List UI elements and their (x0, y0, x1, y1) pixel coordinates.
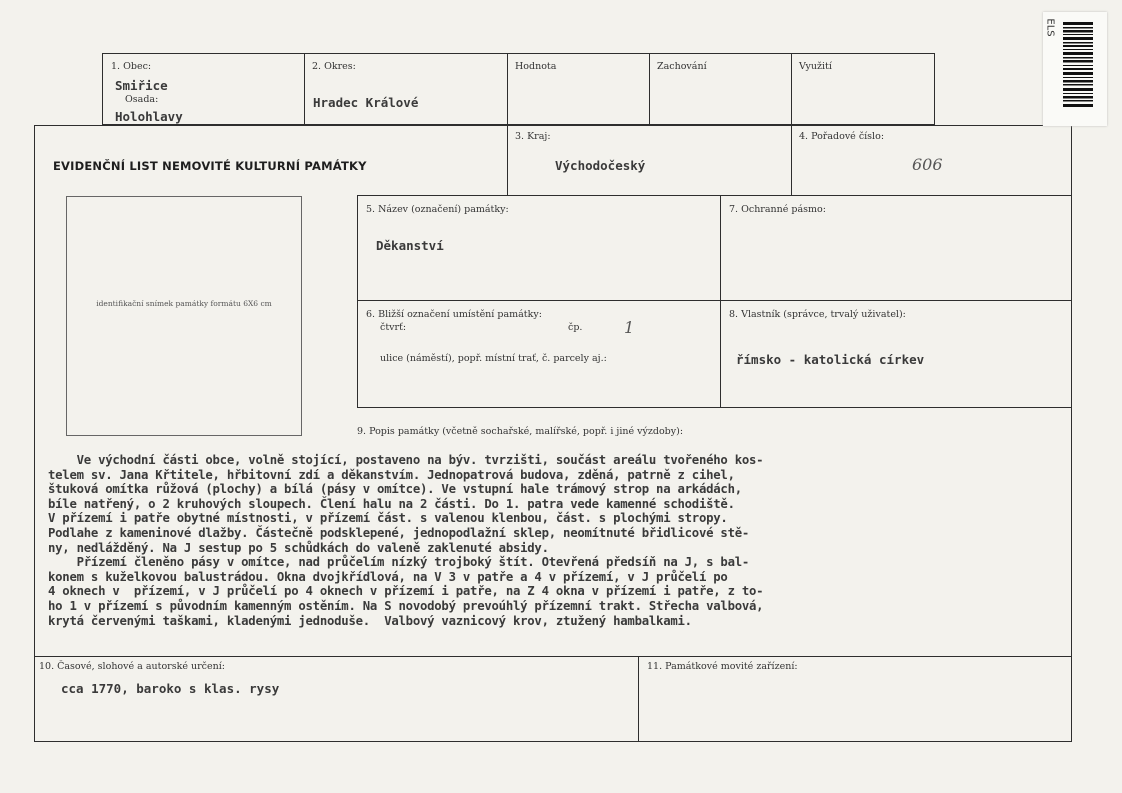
photo-caption: identifikační snímek památky formátu 6X6 cm (96, 299, 272, 308)
poradove-value: 606 (912, 155, 943, 174)
divider (357, 195, 1072, 196)
umisteni-label: 6. Bližší označení umístění památky: (366, 309, 542, 320)
divider (357, 300, 1072, 301)
divider (649, 53, 650, 125)
urceni-value: cca 1770, baroko s klas. rysy (61, 681, 280, 696)
ctvrt-label: čtvrť: (380, 322, 407, 333)
barcode-icon (1063, 22, 1093, 108)
zachovani-label: Zachování (657, 61, 707, 72)
cp-label: čp. (568, 322, 583, 333)
divider (34, 656, 1072, 657)
cp-value: 1 (624, 318, 635, 337)
divider (507, 53, 508, 125)
divider (357, 407, 1072, 408)
poradove-label: 4. Pořadové číslo: (799, 131, 885, 142)
divider (357, 195, 358, 408)
nazev-value: Děkanství (376, 238, 444, 253)
zarizeni-label: 11. Památkové movité zařízení: (647, 661, 798, 672)
barcode-sticker (1043, 12, 1107, 126)
obec-value: Smiřice (115, 78, 168, 93)
okres-label: 2. Okres: (312, 61, 356, 72)
divider (638, 656, 639, 742)
divider (507, 125, 1072, 126)
photo-placeholder (66, 196, 302, 436)
popis-label: 9. Popis památky (včetně sochařské, malířské, popř. i jiné výzdoby): (357, 426, 684, 437)
vyuziti-label: Využití (799, 61, 832, 72)
kraj-label: 3. Kraj: (515, 131, 551, 142)
sticker-code: ELS (1044, 18, 1056, 37)
hodnota-label: Hodnota (515, 61, 557, 72)
osada-value: Holohlavy (115, 109, 183, 124)
nazev-label: 5. Název (označení) památky: (366, 204, 509, 215)
vlastnik-label: 8. Vlastník (správce, trvalý uživatel): (729, 309, 906, 320)
obec-label: 1. Obec: (111, 61, 152, 72)
divider (304, 53, 305, 125)
vlastnik-value: římsko - katolická církev (736, 352, 925, 367)
form-title: EVIDENČNÍ LIST NEMOVITÉ KULTURNÍ PAMÁTKY (53, 159, 367, 173)
okres-value: Hradec Králové (313, 95, 419, 110)
urceni-label: 10. Časové, slohové a autorské určení: (39, 661, 225, 672)
divider (791, 125, 792, 195)
divider (720, 195, 721, 408)
ulice-label: ulice (náměstí), popř. místní trať, č. parcely aj.: (380, 353, 607, 364)
divider (507, 125, 508, 195)
popis-text: Ve východní části obce, volně stojící, postaveno na býv. tvrzišti, součást areálu tvořeného kos- telem sv. Jana Křtitele, hřbitovní zdí a děkanstvím. Jednopatrová budova, zděná, patrně z cihel, štuková omítka růžová (plochy) a bílá (pásy v omítce). Ve vstupní hale trámový strop na arkádách, bíle natřený, o 2 kruhových sloupech. Člení halu na 2 části. Do 1. patra vede kamenné schodiště. V přízemí i patře obytné místnosti, v přízemí část. s valenou klenbou, část. s plochými stropy. Podlahe z kameninové dlažby. Částečně podsklepené, jednopodlažní sklep, neomítnuté břidlicové stě- ny, nedlážděný. Na J sestup po 5 schůdkách do valeně zaklenuté absidy. Přízemí členěno pásy v omítce, nad průčelím nízký trojboký štít. Otevřená předsíň na J, s bal- konem s kuželkovou balustrádou. Okna dvojkřídlová, na V 3 v patře a 4 v přízemí, v J průčelí po 4 oknech v přízemí, v J průčelí po 4 oknech v přízemí i patře, na Z 4 okna v přízemí i patře, z to- ho 1 v přízemí s původním kamenným ostěním. Na S novodobý prevoúhlý přízemní trakt. Střecha valbová, krytá červenými taškami, kladenými jednoduše. Valbový vaznicový krov, ztužený hambalkami. (48, 453, 764, 628)
pasmo-label: 7. Ochranné pásmo: (729, 204, 826, 215)
kraj-value: Východočeský (555, 158, 646, 173)
divider (791, 53, 792, 125)
osada-label: Osada: (125, 94, 159, 105)
